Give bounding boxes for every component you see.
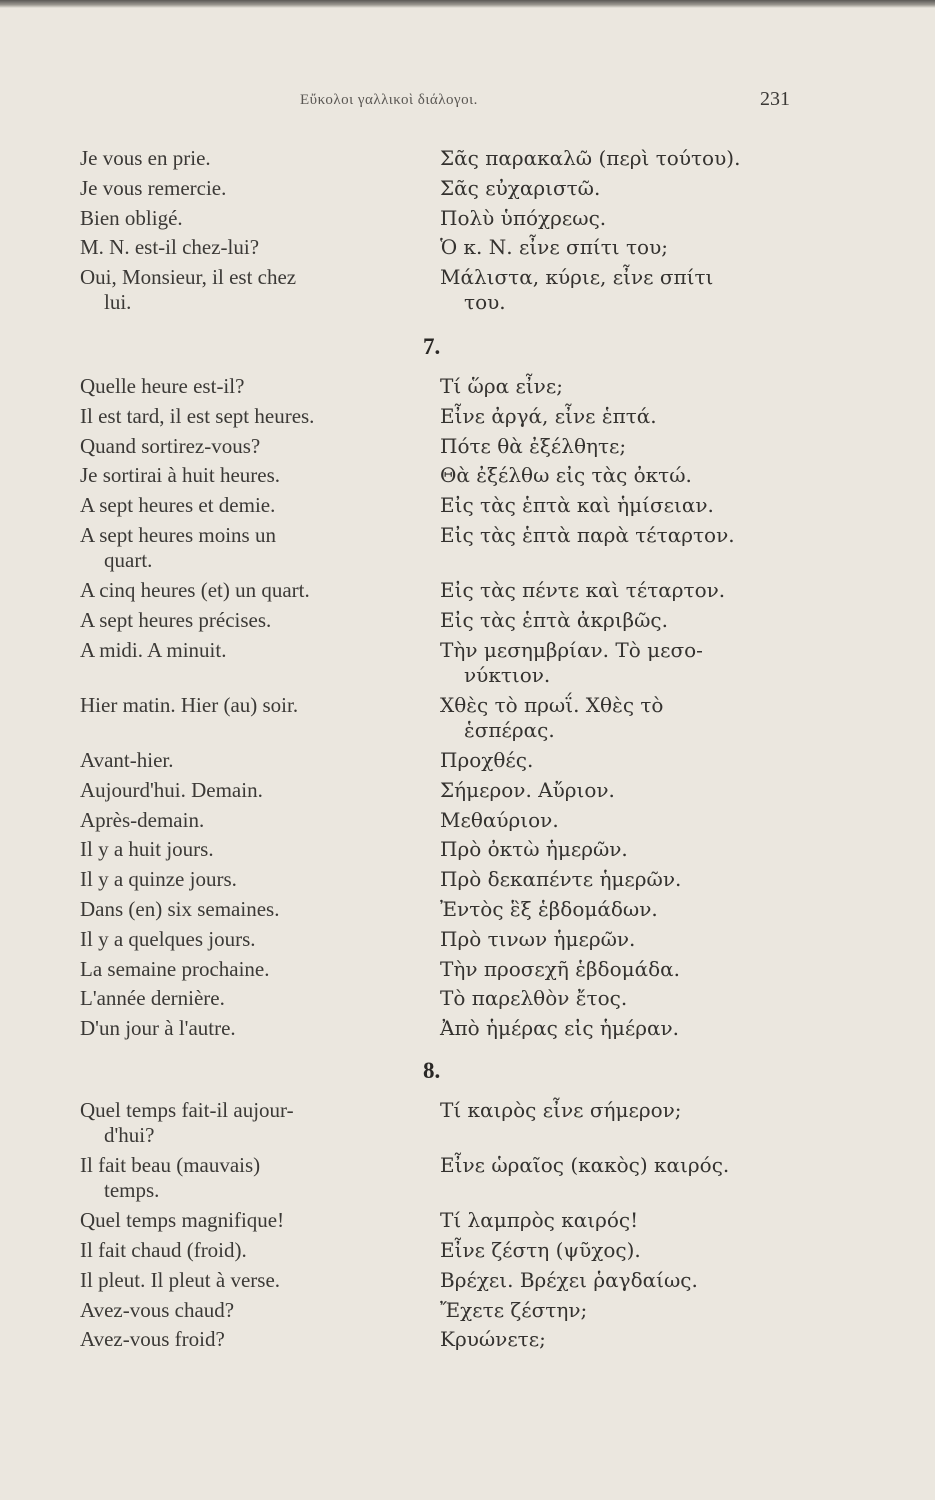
french-phrase [80, 1153, 425, 1204]
dialogue-row [80, 374, 800, 399]
greek-line: Εἶνε ζέστη (ψῦχος). [440, 1238, 641, 1262]
greek-line: Ἐντὸς ἓξ ἑβδομάδων. [440, 896, 658, 921]
french-line: Aujourd'hui. Demain. [80, 777, 263, 802]
greek-line: Εἰς τὰς ἑπτὰ παρὰ τέταρτον. [440, 523, 735, 547]
dialogue-row [80, 808, 800, 833]
dialogue-row [80, 1298, 800, 1323]
dialogue-row [80, 1238, 800, 1263]
greek-line: Πρὸ τινων ἡμερῶν. [440, 926, 636, 951]
french-phrase [80, 176, 425, 201]
greek-line: Τί ὥρα εἶνε; [440, 374, 563, 398]
greek-line: Προχθές. [440, 747, 534, 772]
dialogue-row [80, 897, 800, 922]
french-phrase [80, 578, 425, 603]
french-line: A cinq heures (et) un quart. [80, 578, 310, 603]
french-line: Quelle heure est-il? [80, 374, 245, 398]
french-phrase [80, 608, 425, 633]
french-phrase [80, 986, 425, 1011]
dialogue-row [80, 986, 800, 1011]
greek-phrase [440, 693, 810, 744]
greek-line: Εἰς τὰς ἑπτὰ καὶ ἡμίσειαν. [440, 493, 714, 518]
french-phrase [80, 1208, 425, 1233]
french-phrase [80, 523, 425, 574]
dialogue-row [80, 957, 800, 982]
french-phrase [80, 748, 425, 773]
french-phrase [80, 374, 425, 399]
dialogue-row [80, 1208, 800, 1233]
greek-phrase [440, 748, 810, 773]
page-number: 231 [760, 88, 790, 110]
dialogue-row [80, 608, 800, 633]
greek-line: Πρὸ δεκαπέντε ἡμερῶν. [440, 867, 682, 892]
french-line: Il y a huit jours. [80, 837, 214, 862]
greek-phrase [440, 837, 810, 862]
french-line: quart. [104, 548, 153, 573]
french-phrase [80, 897, 425, 922]
dialogue-row [80, 434, 800, 459]
greek-phrase [440, 986, 810, 1011]
french-phrase [80, 927, 425, 952]
greek-phrase [440, 463, 810, 488]
dialogue-row [80, 1327, 800, 1352]
french-line: La semaine prochaine. [80, 956, 270, 981]
greek-line: Ὁ κ. Ν. εἶνε σπίτι του; [440, 235, 668, 260]
greek-phrase [440, 1016, 810, 1041]
greek-line: Σᾶς παρακαλῶ (περὶ τούτου). [440, 146, 741, 170]
section-number: 8. [423, 1058, 441, 1083]
french-line: Il pleut. Il pleut à verse. [80, 1267, 281, 1292]
french-phrase [80, 463, 425, 488]
greek-phrase [440, 374, 810, 399]
french-phrase [80, 1238, 425, 1263]
french-line: Dans (en) six semaines. [80, 896, 280, 921]
dialogue-row [80, 463, 800, 488]
greek-line: Κρυώνετε; [440, 1327, 546, 1352]
french-line: Hier matin. Hier (au) soir. [80, 692, 299, 717]
french-line: Quand sortirez-vous? [80, 433, 261, 458]
running-header [300, 88, 790, 118]
greek-phrase [440, 1238, 810, 1263]
dialogue-row [80, 1016, 800, 1041]
dialogue-row [80, 1268, 800, 1293]
dialogue-row [80, 867, 800, 892]
french-line: D'un jour à l'autre. [80, 1016, 236, 1041]
greek-line: Βρέχει. Βρέχει ῥαγδαίως. [440, 1267, 698, 1292]
french-line: M. N. est-il chez-lui? [80, 235, 260, 260]
french-phrase [80, 146, 425, 171]
greek-line: Εἰς τὰς ἑπτὰ ἀκριβῶς. [440, 607, 668, 632]
french-line: Je sortirai à huit heures. [80, 463, 281, 488]
dialogue-row [80, 1153, 800, 1204]
french-phrase [80, 1298, 425, 1323]
french-phrase [80, 808, 425, 833]
greek-phrase [440, 957, 810, 982]
french-line: Il y a quelques jours. [80, 926, 256, 951]
greek-line: Εἰς τὰς πέντε καὶ τέταρτον. [440, 578, 726, 603]
greek-phrase [440, 1098, 810, 1123]
french-phrase [80, 867, 425, 892]
french-phrase [80, 638, 425, 663]
dialogue-row [80, 748, 800, 773]
french-line: Il fait chaud (froid). [80, 1238, 247, 1262]
french-line: A sept heures moins un [80, 523, 276, 547]
french-line: Avant-hier. [80, 747, 174, 772]
french-phrase [80, 1016, 425, 1041]
greek-line: Τὴν μεσημβρίαν. Τὸ μεσο- [440, 637, 703, 662]
greek-line: ἑσπέρας. [464, 718, 555, 743]
french-phrase [80, 778, 425, 803]
greek-line: Εἶνε ὡραῖος (κακὸς) καιρός. [440, 1153, 730, 1178]
greek-phrase [440, 578, 810, 603]
french-line: Avez-vous froid? [80, 1327, 225, 1352]
greek-phrase [440, 1268, 810, 1293]
french-line: Je vous en prie. [80, 146, 211, 170]
french-line: d'hui? [104, 1123, 155, 1148]
french-phrase [80, 1268, 425, 1293]
greek-phrase [440, 1208, 810, 1233]
french-line: Il fait beau (mauvais) [80, 1153, 261, 1178]
greek-phrase [440, 146, 810, 171]
greek-phrase [440, 265, 810, 316]
greek-line: Σᾶς εὐχαριστῶ. [440, 175, 601, 200]
dialogue-row [80, 265, 800, 316]
dialogue-row [80, 235, 800, 260]
dialogue-row [80, 1098, 800, 1149]
greek-line: Πρὸ ὀκτὼ ἡμερῶν. [440, 837, 628, 862]
french-line: Avez-vous chaud? [80, 1297, 235, 1322]
french-line: lui. [104, 290, 132, 315]
greek-line: Τὴν προσεχῆ ἑβδομάδα. [440, 956, 681, 981]
french-line: A midi. A minuit. [80, 637, 227, 662]
greek-line: Τὸ παρελθὸν ἔτος. [440, 986, 628, 1011]
greek-line: Πότε θὰ ἐξέλθητε; [440, 433, 627, 458]
greek-phrase [440, 897, 810, 922]
dialogue-row [80, 206, 800, 231]
french-phrase [80, 1098, 425, 1149]
french-phrase [80, 235, 425, 260]
french-phrase [80, 837, 425, 862]
page-top-edge [0, 0, 935, 8]
french-line: Oui, Monsieur, il est chez [80, 265, 297, 290]
french-phrase [80, 493, 425, 518]
greek-phrase [440, 235, 810, 260]
french-line: Après-demain. [80, 807, 205, 832]
greek-phrase [440, 434, 810, 459]
greek-line: Ἀπὸ ἡμέρας εἰς ἡμέραν. [440, 1016, 680, 1041]
section-number: 7. [423, 334, 441, 359]
greek-phrase [440, 1327, 810, 1352]
greek-phrase [440, 638, 810, 689]
french-line: Il est tard, il est sept heures. [80, 403, 315, 428]
french-phrase [80, 1327, 425, 1352]
dialogue-row [80, 404, 800, 429]
french-line: Quel temps fait-il aujour- [80, 1098, 294, 1122]
french-phrase [80, 404, 425, 429]
greek-phrase [440, 927, 810, 952]
greek-line: Θὰ ἐξέλθω εἰς τὰς ὀκτώ. [440, 463, 692, 488]
dialogue-row [80, 693, 800, 744]
french-phrase [80, 693, 425, 718]
french-line: temps. [104, 1178, 160, 1203]
dialogue-row [80, 578, 800, 603]
dialogue-row [80, 778, 800, 803]
french-line: Il y a quinze jours. [80, 867, 237, 892]
dialogue-row [80, 927, 800, 952]
greek-line: Σήμερον. Αὔριον. [440, 777, 615, 802]
french-phrase [80, 434, 425, 459]
greek-phrase [440, 1298, 810, 1323]
dialogue-row [80, 493, 800, 518]
running-title: Εὔκολοι γαλλικοὶ διάλογοι. [300, 92, 478, 108]
french-phrase [80, 206, 425, 231]
greek-line: Πολὺ ὑπόχρεως. [440, 205, 607, 230]
greek-line: Εἶνε ἀργά, εἶνε ἑπτά. [440, 403, 657, 428]
greek-line: Τί λαμπρὸς καιρός! [440, 1208, 639, 1233]
greek-phrase [440, 608, 810, 633]
greek-phrase [440, 493, 810, 518]
greek-line: Ἔχετε ζέστην; [440, 1297, 588, 1322]
greek-phrase [440, 523, 810, 548]
french-phrase [80, 265, 425, 316]
dialogue-row [80, 523, 800, 574]
french-line: A sept heures et demie. [80, 493, 276, 518]
dialogue-row [80, 837, 800, 862]
greek-phrase [440, 1153, 810, 1178]
dialogue-row [80, 638, 800, 689]
french-line: L'année dernière. [80, 986, 225, 1011]
greek-line: Μάλιστα, κύριε, εἶνε σπίτι [440, 265, 714, 290]
greek-phrase [440, 176, 810, 201]
french-line: Bien obligé. [80, 205, 183, 230]
greek-phrase [440, 206, 810, 231]
greek-phrase [440, 404, 810, 429]
greek-line: Τί καιρὸς εἶνε σήμερον; [440, 1098, 682, 1122]
greek-line: Χθὲς τὸ πρωΐ. Χθὲς τὸ [440, 692, 664, 717]
dialogue-row [80, 176, 800, 201]
french-line: Quel temps magnifique! [80, 1208, 285, 1233]
greek-line: του. [464, 290, 506, 315]
greek-line: Μεθαύριον. [440, 807, 559, 832]
greek-phrase [440, 867, 810, 892]
greek-phrase [440, 808, 810, 833]
greek-line: νύκτιον. [464, 662, 551, 687]
french-phrase [80, 957, 425, 982]
french-line: A sept heures précises. [80, 607, 272, 632]
french-line: Je vous remercie. [80, 175, 227, 200]
dialogue-row [80, 146, 800, 171]
greek-phrase [440, 778, 810, 803]
